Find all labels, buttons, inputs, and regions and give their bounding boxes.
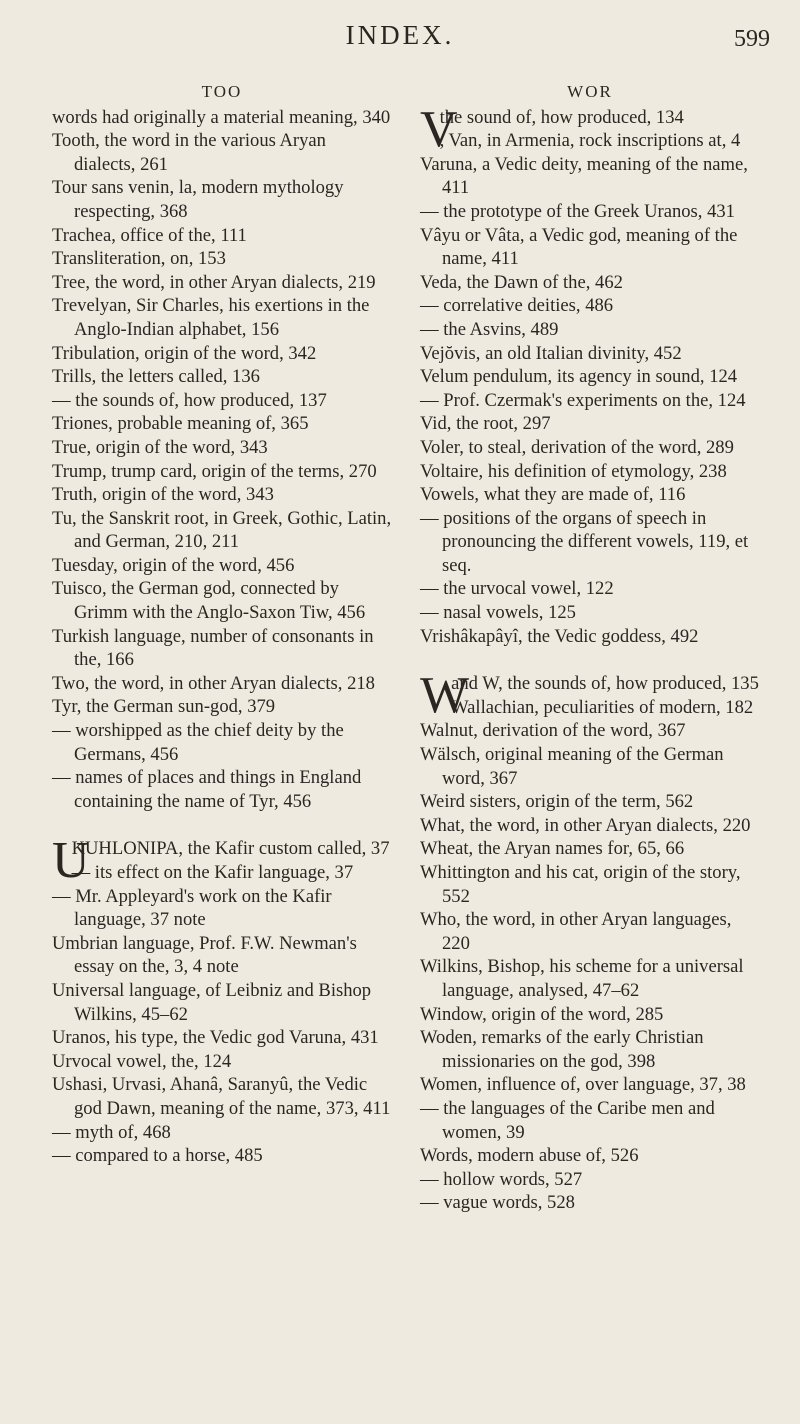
index-entry: Vowels, what they are made of, 116 [420, 484, 686, 506]
drop-letter-u: U [52, 832, 90, 890]
index-entry: Window, origin of the word, 285 [420, 1003, 664, 1025]
index-entry: — the urvocal vowel, 122 [420, 578, 614, 600]
index-entry: True, origin of the word, 343 [52, 436, 268, 458]
index-entry: Trevelyan, Sir Charles, his exertions in the Anglo-Indian alphabet, 156 [52, 295, 370, 340]
left-entries [52, 106, 392, 814]
index-entry: Veda, the Dawn of the, 462 [420, 271, 623, 293]
index-entry: Words, modern abuse of, 526 [420, 1145, 639, 1167]
u-entries [52, 861, 392, 1168]
index-entry: Wallachian, peculiarities of modern, 182 [451, 696, 754, 718]
index-entry: — Prof. Czermak's experiments on the, 124 [420, 389, 746, 411]
v-entries [420, 129, 760, 648]
index-entry: Vrishâkapâyî, the Vedic goddess, 492 [420, 625, 699, 647]
index-entry: What, the word, in other Aryan dialects, 220 [420, 814, 751, 836]
right-column [420, 80, 760, 1215]
index-entry: Tribulation, origin of the word, 342 [52, 342, 317, 364]
index-entry: — nasal vowels, 125 [420, 602, 576, 624]
index-entry: Trachea, office of the, 111 [52, 224, 247, 246]
index-entry: Weird sisters, origin of the term, 562 [420, 791, 694, 813]
index-entry: — the sounds of, how produced, 137 [52, 389, 327, 411]
index-entry: Wälsch, original meaning of the German word, 367 [420, 744, 724, 789]
index-entry: Tuisco, the German god, connected by Grimm with the Anglo-Saxon Tiw, 456 [52, 578, 366, 624]
left-column [52, 80, 392, 1168]
index-entry: Tyr, the German sun-god, 379 [52, 696, 276, 718]
index-entry: Vid, the root, 297 [420, 413, 551, 435]
index-entry: — positions of the organs of speech in pronouncing the different vowels, 119, et seq. [420, 507, 749, 576]
index-entry: Transliteration, on, 153 [52, 248, 226, 270]
index-entry: Woden, remarks of the early Christian missionaries on the god, 398 [420, 1027, 704, 1072]
index-entry: words had originally a material meaning, 340 [52, 106, 391, 128]
index-entry: — the languages of the Caribe men and women, 39 [420, 1097, 715, 1143]
index-entry: Walnut, derivation of the word, 367 [420, 720, 686, 742]
index-entry: — the prototype of the Greek Uranos, 431 [420, 200, 735, 222]
index-entry: Who, the word, in other Aryan languages, 220 [420, 909, 732, 954]
running-head-left: TOO [201, 82, 243, 101]
index-entry: Trills, the letters called, 136 [52, 366, 260, 388]
index-entry: Vejŏvis, an old Italian divinity, 452 [420, 342, 682, 364]
index-entry: Ushasi, Urvasi, Ahanâ, Saranyû, the Vedic god Dawn, meaning of the name, 373, 411 [52, 1074, 391, 1119]
index-entry: — correlative deities, 486 [420, 295, 614, 317]
index-entry: — names of places and things in England containing the name of Tyr, 456 [52, 767, 362, 812]
index-entry: — vague words, 528 [420, 1192, 575, 1214]
u-first-text: KUHLONIPA, the Kafir custom called, 37 [71, 838, 390, 860]
index-entry: Women, influence of, over language, 37, 38 [420, 1074, 746, 1096]
index-entry: Whittington and his cat, origin of the story, 552 [420, 862, 741, 907]
index-entry: Tu, the Sanskrit root, in Greek, Gothic, Latin, and German, 210, 211 [52, 507, 392, 553]
index-entry: Two, the word, in other Aryan dialects, 218 [52, 672, 375, 694]
running-head-right: WOR [567, 82, 613, 101]
index-entry: Tuesday, origin of the word, 456 [52, 554, 295, 576]
drop-letter-w: W [420, 667, 470, 725]
index-entry: Wheat, the Aryan names for, 65, 66 [420, 838, 685, 860]
index-entry: Velum pendulum, its agency in sound, 124 [420, 366, 738, 388]
index-entry: Varuna, a Vedic deity, meaning of the name, 411 [420, 153, 748, 199]
index-entry: Uranos, his type, the Vedic god Varuna, 431 [52, 1027, 379, 1049]
w-entries [420, 696, 760, 1215]
index-entry: Tree, the word, in other Aryan dialects, 219 [52, 271, 376, 293]
index-entry: — worshipped as the chief deity by the Germans, 456 [52, 720, 344, 765]
index-entry: Urvocal vowel, the, 124 [52, 1050, 232, 1072]
index-entry: Trump, trump card, origin of the terms, 270 [52, 460, 377, 482]
index-entry: , Van, in Armenia, rock inscriptions at, 4 [439, 130, 741, 152]
index-entry: Vâyu or Vâta, a Vedic god, meaning of the name, 411 [420, 224, 738, 270]
page-number: 599 [734, 26, 770, 52]
index-entry: Wilkins, Bishop, his scheme for a universal language, analysed, 47–62 [420, 956, 744, 1001]
index-entry: Tooth, the word in the various Aryan dialects, 261 [52, 130, 326, 175]
index-entry: Triones, probable meaning of, 365 [52, 413, 309, 435]
index-entry: Truth, origin of the word, 343 [52, 484, 274, 506]
drop-letter-v: V [420, 100, 458, 158]
index-entry: Universal language, of Leibniz and Bishop Wilkins, 45–62 [52, 979, 372, 1025]
w-first-text: and W, the sounds of, how produced, 135 [451, 673, 759, 695]
index-entry: Umbrian language, Prof. F.W. Newman's essay on the, 3, 4 note [52, 932, 357, 978]
index-entry: — compared to a horse, 485 [52, 1145, 263, 1167]
index-entry: — its effect on the Kafir language, 37 [71, 862, 354, 883]
page-title: INDEX. [345, 20, 455, 50]
index-entry: — myth of, 468 [52, 1121, 171, 1143]
v-first-text: the sound of, how produced, 134 [439, 106, 684, 128]
index-entry: Voltaire, his definition of etymology, 238 [420, 460, 727, 482]
index-entry: — Mr. Appleyard's work on the Kafir language, 37 note [52, 885, 332, 931]
index-entry: — the Asvins, 489 [420, 318, 559, 340]
index-entry: Turkish language, number of consonants in the, 166 [52, 625, 374, 671]
index-entry: Voler, to steal, derivation of the word, 289 [420, 436, 734, 458]
index-entry: — hollow words, 527 [420, 1168, 583, 1190]
index-entry: Tour sans venin, la, modern mythology respecting, 368 [52, 177, 344, 222]
